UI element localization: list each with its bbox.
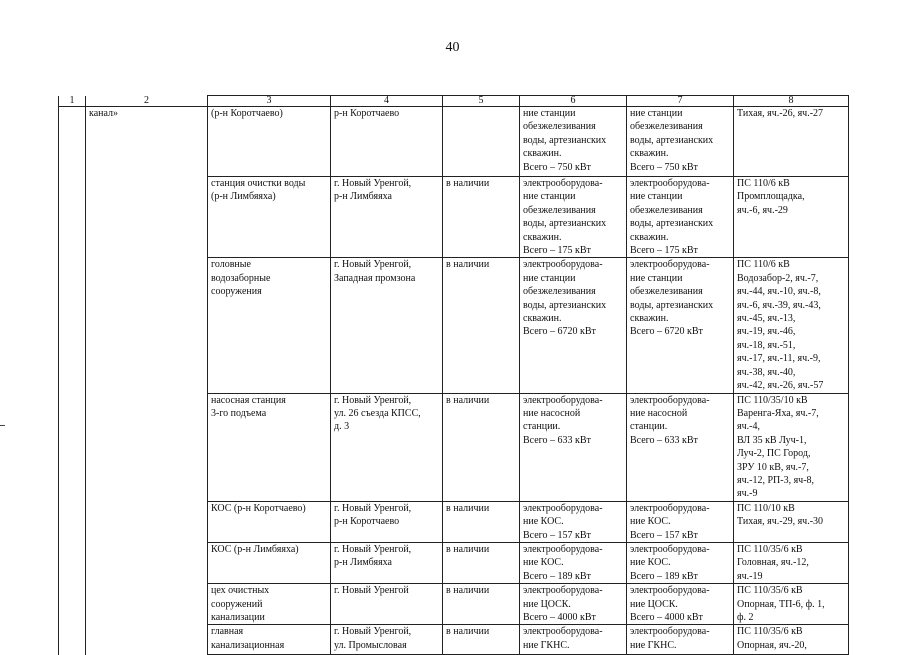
document-table [58, 95, 849, 655]
equipment-cell: электрооборудова- ние насосной станции. Всего – 633 кВт [520, 393, 627, 501]
header-cell-4: 4 [331, 96, 443, 107]
header-cell-3: 3 [208, 96, 331, 107]
table-row [59, 177, 849, 258]
object-name-cell: насосная станция 3-го подъема [208, 393, 331, 501]
status-cell: в наличии [443, 625, 520, 655]
continuation-label-cell: канал» [86, 107, 208, 177]
location-cell: г. Новый Уренгой, р-н Лимбяяха [331, 542, 443, 583]
header-cell-5: 5 [443, 96, 520, 107]
equipment-cell: электрооборудова- ние ЦОСК. Всего – 4000 кВт [627, 584, 734, 625]
object-name-cell: цех очистных сооружений канализации [208, 584, 331, 625]
continuation-label-cell [86, 177, 208, 258]
equipment-cell: электрооборудова- ние КОС. Всего – 189 кВт [627, 542, 734, 583]
location-cell: г. Новый Уренгой, р-н Лимбяяха [331, 177, 443, 258]
object-name-cell: (р-н Коротчаево) [208, 107, 331, 177]
power-source-cell: ПС 110/6 кВ Промплощадка, яч.-6, яч.-29 [734, 177, 849, 258]
equipment-cell: электрооборудова- ние КОС. Всего – 157 кВт [520, 501, 627, 542]
page-number: 40 [445, 40, 460, 55]
row-number-cell [59, 107, 86, 177]
power-source-cell: ПС 110/6 кВ Водозабор-2, яч.-7, яч.-44, яч.-10, яч.-8, яч.-6, яч.-39, яч.-43, яч.-45, яч.-13, яч.-19, яч.-46, яч.-18, яч.-51, яч.-17, яч.-11, яч.-9, яч.-38, яч.-40, яч.-42, яч.-26, яч.-57 [734, 258, 849, 393]
equipment-cell: электрооборудова- ние насосной станции. Всего – 633 кВт [627, 393, 734, 501]
row-number-cell [59, 501, 86, 542]
object-name-cell: станция очистки воды (р-н Лимбяяха) [208, 177, 331, 258]
row-number-cell [59, 584, 86, 625]
equipment-cell: электрооборудова- ние КОС. Всего – 157 кВт [627, 501, 734, 542]
power-source-cell: Тихая, яч.-26, яч.-27 [734, 107, 849, 177]
power-source-cell: ПС 110/10 кВ Тихая, яч.-29, яч.-30 [734, 501, 849, 542]
equipment-cell: электрооборудова- ние станции обезжелезивания воды, артезианских скважин. Всего – 6720 кВт [520, 258, 627, 393]
equipment-cell: ние станции обезжелезивания воды, артезианских скважин. Всего – 750 кВт [520, 107, 627, 177]
location-cell: г. Новый Уренгой, ул. Промысловая [331, 625, 443, 655]
row-number-cell [59, 177, 86, 258]
status-cell: в наличии [443, 177, 520, 258]
continuation-label-cell [86, 393, 208, 501]
status-cell [443, 107, 520, 177]
location-cell: г. Новый Уренгой, Западная промзона [331, 258, 443, 393]
header-cell-2: 2 [86, 96, 208, 107]
table-row [59, 501, 849, 542]
table-row [59, 542, 849, 583]
equipment-cell: электрооборудова- ние станции обезжелезивания воды, артезианских скважин. Всего – 175 кВт [627, 177, 734, 258]
status-cell: в наличии [443, 584, 520, 625]
table-row [59, 258, 849, 393]
equipment-cell: ние станции обезжелезивания воды, артезианских скважин. Всего – 750 кВт [627, 107, 734, 177]
power-source-cell: ПС 110/35/10 кВ Варенга-Яха, яч.-7, яч.-4, ВЛ 35 кВ Луч-1, Луч-2, ПС Город, ЗРУ 10 кВ, яч.-7, яч.-12, РП-3, яч-8, яч.-9 [734, 393, 849, 501]
header-cell-7: 7 [627, 96, 734, 107]
table-row [59, 107, 849, 177]
object-name-cell: головные водозаборные сооружения [208, 258, 331, 393]
equipment-cell: электрооборудова- ние ЦОСК. Всего – 4000 кВт [520, 584, 627, 625]
status-cell: в наличии [443, 542, 520, 583]
location-cell: г. Новый Уренгой, р-н Коротчаево [331, 501, 443, 542]
object-name-cell: главная канализационная [208, 625, 331, 655]
equipment-cell: электрооборудова- ние станции обезжелезивания воды, артезианских скважин. Всего – 6720 кВт [627, 258, 734, 393]
header-cell-6: 6 [520, 96, 627, 107]
status-cell: в наличии [443, 258, 520, 393]
location-cell: г. Новый Уренгой [331, 584, 443, 625]
object-name-cell: КОС (р-н Лимбяяха) [208, 542, 331, 583]
equipment-cell: электрооборудова- ние ГКНС. [627, 625, 734, 655]
row-number-cell [59, 542, 86, 583]
object-name-cell: КОС (р-н Коротчаево) [208, 501, 331, 542]
location-cell: р-н Коротчаево [331, 107, 443, 177]
table-row [59, 584, 849, 625]
equipment-cell: электрооборудова- ние КОС. Всего – 189 кВт [520, 542, 627, 583]
power-source-cell: ПС 110/35/6 кВ Опорная, ТП-6, ф. 1, ф. 2 [734, 584, 849, 625]
continuation-label-cell [86, 584, 208, 625]
row-number-cell [59, 258, 86, 393]
status-cell: в наличии [443, 393, 520, 501]
header-cell-8: 8 [734, 96, 849, 107]
status-cell: в наличии [443, 501, 520, 542]
power-source-cell: ПС 110/35/6 кВ Головная, яч.-12, яч.-19 [734, 542, 849, 583]
row-number-cell [59, 393, 86, 501]
continuation-label-cell [86, 501, 208, 542]
margin-mark [0, 425, 5, 426]
table-row [59, 393, 849, 501]
equipment-cell: электрооборудова- ние станции обезжелезивания воды, артезианских скважин. Всего – 175 кВт [520, 177, 627, 258]
continuation-label-cell [86, 542, 208, 583]
power-source-cell: ПС 110/35/6 кВ Опорная, яч.-20, [734, 625, 849, 655]
continuation-label-cell [86, 258, 208, 393]
equipment-cell: электрооборудова- ние ГКНС. [520, 625, 627, 655]
location-cell: г. Новый Уренгой, ул. 26 съезда КПСС, д. 3 [331, 393, 443, 501]
table-header-row [59, 96, 849, 107]
table-body [59, 96, 849, 655]
header-cell-1: 1 [59, 96, 86, 107]
